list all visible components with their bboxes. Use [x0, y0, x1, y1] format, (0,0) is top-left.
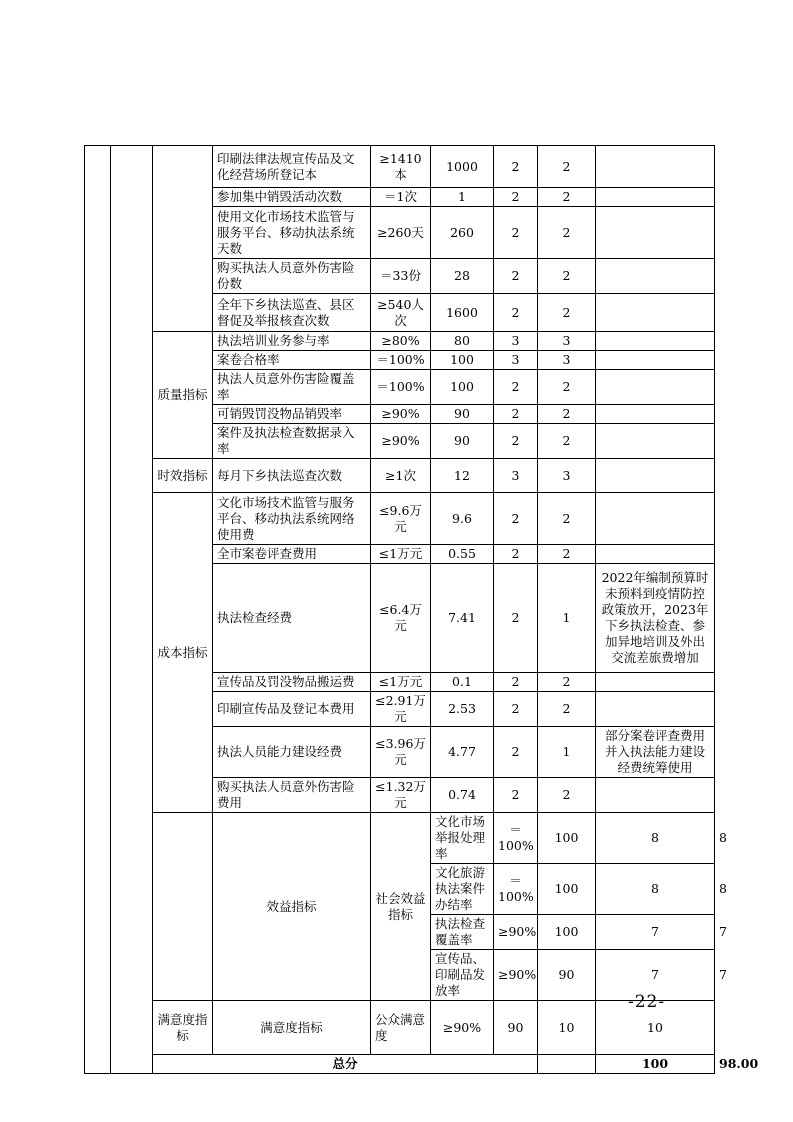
total-weight-cell: 100 [596, 1055, 715, 1074]
deviation-note-cell [596, 692, 715, 727]
actual-value-cell: 1600 [431, 294, 494, 332]
score-cell: 2 [538, 370, 596, 405]
deviation-note-cell [596, 351, 715, 370]
score-cell: 2 [538, 405, 596, 424]
target-value-cell: ≤1万元 [371, 545, 431, 564]
score-cell: 1 [538, 564, 596, 673]
indicator-name-cell: 购买执法人员意外伤害险份数 [213, 259, 371, 294]
weight-cell: 2 [494, 146, 538, 188]
indicator-name-cell: 执法检查覆盖率 [431, 915, 494, 950]
target-value-cell: ≥90% [371, 405, 431, 424]
target-value-cell: ≤2.91万元 [371, 692, 431, 727]
target-value-cell: ≤1.32万元 [371, 778, 431, 813]
indicator-name-cell: 使用文化市场技术监管与服务平台、移动执法系统天数 [213, 207, 371, 259]
actual-value-cell: 7.41 [431, 564, 494, 673]
weight-cell: 2 [494, 370, 538, 405]
indicator-name-cell: 宣传品及罚没物品搬运费 [213, 673, 371, 692]
weight-cell: 2 [494, 493, 538, 545]
level3-timeliness-cell: 时效指标 [153, 459, 213, 493]
actual-value-cell: 0.74 [431, 778, 494, 813]
deviation-note-cell [596, 424, 715, 459]
deviation-note-cell [596, 405, 715, 424]
target-value-cell: ≤3.96万元 [371, 727, 431, 778]
score-cell: 2 [538, 673, 596, 692]
score-cell: 2 [538, 294, 596, 332]
weight-cell: 10 [538, 1001, 596, 1055]
table-row: 宣传品、印刷品发放率 ≥90% 90 7 7 [85, 950, 715, 1001]
table-row: 执法检查覆盖率 ≥90% 100 7 7 [85, 915, 715, 950]
indicator-name-cell: 印刷宣传品及登记本费用 [213, 692, 371, 727]
actual-value-cell: 100 [431, 370, 494, 405]
actual-value-cell: 90 [431, 424, 494, 459]
level1-blank-cell [153, 813, 213, 1001]
target-value-cell: ＝100% [494, 813, 538, 864]
indicator-name-cell: 文化市场举报处理率 [431, 813, 494, 864]
level3-quality-cell: 质量指标 [153, 332, 213, 459]
indicator-name-cell: 案卷合格率 [213, 351, 371, 370]
actual-value-cell: 1 [431, 188, 494, 207]
target-value-cell: ＝100% [494, 864, 538, 915]
weight-cell: 3 [494, 459, 538, 493]
total-row: 总分 100 98.00 [85, 1055, 715, 1074]
weight-cell: 3 [494, 351, 538, 370]
target-value-cell: ＝33份 [371, 259, 431, 294]
target-value-cell: ≤6.4万元 [371, 564, 431, 673]
level1-satisfaction-cell: 满意度指标 [153, 1001, 213, 1055]
target-value-cell: ≥1次 [371, 459, 431, 493]
weight-cell: 2 [494, 692, 538, 727]
indicator-name-cell: 文化旅游执法案件办结率 [431, 864, 494, 915]
total-blank-cell [538, 1055, 596, 1074]
level1-output-cell [85, 146, 111, 1074]
indicator-name-cell: 执法人员意外伤害险覆盖率 [213, 370, 371, 405]
score-cell: 10 [596, 1001, 715, 1055]
deviation-note-cell [596, 207, 715, 259]
score-cell: 2 [538, 493, 596, 545]
actual-value-cell: 100 [538, 864, 596, 915]
score-cell: 2 [538, 207, 596, 259]
weight-cell: 2 [494, 294, 538, 332]
score-cell: 3 [538, 459, 596, 493]
indicator-name-cell: 案件及执法检查数据录入率 [213, 424, 371, 459]
target-value-cell: ≤1万元 [371, 673, 431, 692]
deviation-note-cell [596, 332, 715, 351]
actual-value-cell: 80 [431, 332, 494, 351]
target-value-cell: ＝1次 [371, 188, 431, 207]
score-cell: 1 [538, 727, 596, 778]
weight-cell: 7 [596, 950, 715, 1001]
indicator-name-cell: 全年下乡执法巡查、县区督促及举报核查次数 [213, 294, 371, 332]
target-value-cell: ＝100% [371, 370, 431, 405]
actual-value-cell: 100 [538, 915, 596, 950]
score-cell: 2 [538, 146, 596, 188]
weight-cell: 7 [596, 915, 715, 950]
target-value-cell: ≥1410本 [371, 146, 431, 188]
deviation-note-cell [596, 778, 715, 813]
level3-social-cell: 社会效益指标 [371, 813, 431, 1001]
weight-cell: 2 [494, 207, 538, 259]
indicator-name-cell: 执法培训业务参与率 [213, 332, 371, 351]
target-value-cell: ≥80% [371, 332, 431, 351]
actual-value-cell: 4.77 [431, 727, 494, 778]
page-number: -22- [628, 992, 666, 1012]
table-row: 文化旅游执法案件办结率 ＝100% 100 8 8 [85, 864, 715, 915]
actual-value-cell: 0.1 [431, 673, 494, 692]
weight-cell: 2 [494, 778, 538, 813]
score-cell: 2 [538, 778, 596, 813]
actual-value-cell: 100 [431, 351, 494, 370]
deviation-note-cell [596, 493, 715, 545]
weight-cell: 8 [596, 864, 715, 915]
indicator-name-cell: 参加集中销毁活动次数 [213, 188, 371, 207]
deviation-note-cell [596, 459, 715, 493]
actual-value-cell: 90 [494, 1001, 538, 1055]
target-value-cell: ≥90% [371, 424, 431, 459]
actual-value-cell: 90 [431, 405, 494, 424]
actual-value-cell: 0.55 [431, 545, 494, 564]
target-value-cell: ＝100% [371, 351, 431, 370]
actual-value-cell: 100 [538, 813, 596, 864]
target-value-cell: ≥90% [494, 950, 538, 1001]
weight-cell: 2 [494, 424, 538, 459]
level2-output-cell [111, 146, 153, 1074]
weight-cell: 2 [494, 259, 538, 294]
weight-cell: 8 [596, 813, 715, 864]
indicator-name-cell: 执法检查经费 [213, 564, 371, 673]
table-row [85, 332, 715, 351]
weight-cell: 2 [494, 564, 538, 673]
indicator-name-cell: 公众满意度 [371, 1001, 431, 1055]
deviation-note-cell [596, 294, 715, 332]
weight-cell: 2 [494, 673, 538, 692]
table-row [85, 146, 715, 188]
target-value-cell: ≥90% [431, 1001, 494, 1055]
level2-satisfaction-cell: 满意度指标 [213, 1001, 371, 1055]
indicator-name-cell: 印刷法律法规宣传品及文化经营场所登记本 [213, 146, 371, 188]
target-value-cell: ≥540人次 [371, 294, 431, 332]
score-cell: 3 [538, 332, 596, 351]
deviation-note-cell [596, 673, 715, 692]
actual-value-cell: 90 [538, 950, 596, 1001]
deviation-note-cell: 部分案卷评查费用并入执法能力建设经费统筹使用 [596, 727, 715, 778]
score-cell: 2 [538, 545, 596, 564]
indicator-name-cell: 购买执法人员意外伤害险费用 [213, 778, 371, 813]
table-row [85, 493, 715, 545]
weight-cell: 2 [494, 405, 538, 424]
indicator-name-cell: 宣传品、印刷品发放率 [431, 950, 494, 1001]
deviation-note-cell [596, 188, 715, 207]
level3-output-cell [153, 146, 213, 332]
performance-table [84, 145, 759, 1074]
target-value-cell: ≥260天 [371, 207, 431, 259]
target-value-cell: ≤9.6万元 [371, 493, 431, 545]
score-cell: 3 [538, 351, 596, 370]
level3-cost-cell: 成本指标 [153, 493, 213, 813]
indicator-name-cell: 执法人员能力建设经费 [213, 727, 371, 778]
actual-value-cell: 2.53 [431, 692, 494, 727]
target-value-cell: ≥90% [494, 915, 538, 950]
score-cell: 2 [538, 259, 596, 294]
indicator-name-cell: 全市案卷评查费用 [213, 545, 371, 564]
deviation-note-cell [596, 146, 715, 188]
level2-benefit-cell: 效益指标 [213, 813, 371, 1001]
table-row [85, 459, 715, 493]
table-row [85, 1001, 715, 1055]
score-cell: 2 [538, 424, 596, 459]
deviation-note-cell: 2022年编制预算时未预料到疫情防控政策放开，2023年下乡执法检查、参加异地培训及外出交流差旅费增加 [596, 564, 715, 673]
weight-cell: 2 [494, 727, 538, 778]
actual-value-cell: 12 [431, 459, 494, 493]
weight-cell: 2 [494, 545, 538, 564]
deviation-note-cell [596, 545, 715, 564]
deviation-note-cell [596, 259, 715, 294]
actual-value-cell: 9.6 [431, 493, 494, 545]
actual-value-cell: 28 [431, 259, 494, 294]
weight-cell: 2 [494, 188, 538, 207]
indicator-name-cell: 可销毁罚没物品销毁率 [213, 405, 371, 424]
total-label-cell: 总分 [153, 1055, 538, 1074]
table-row: 效益指标 社会效益指标 文化市场举报处理率 ＝100% 100 8 8 [85, 813, 715, 864]
indicator-name-cell: 每月下乡执法巡查次数 [213, 459, 371, 493]
weight-cell: 3 [494, 332, 538, 351]
actual-value-cell: 260 [431, 207, 494, 259]
score-cell: 2 [538, 188, 596, 207]
indicator-name-cell: 文化市场技术监管与服务平台、移动执法系统网络使用费 [213, 493, 371, 545]
score-cell: 2 [538, 692, 596, 727]
deviation-note-cell [596, 370, 715, 405]
actual-value-cell: 1000 [431, 146, 494, 188]
